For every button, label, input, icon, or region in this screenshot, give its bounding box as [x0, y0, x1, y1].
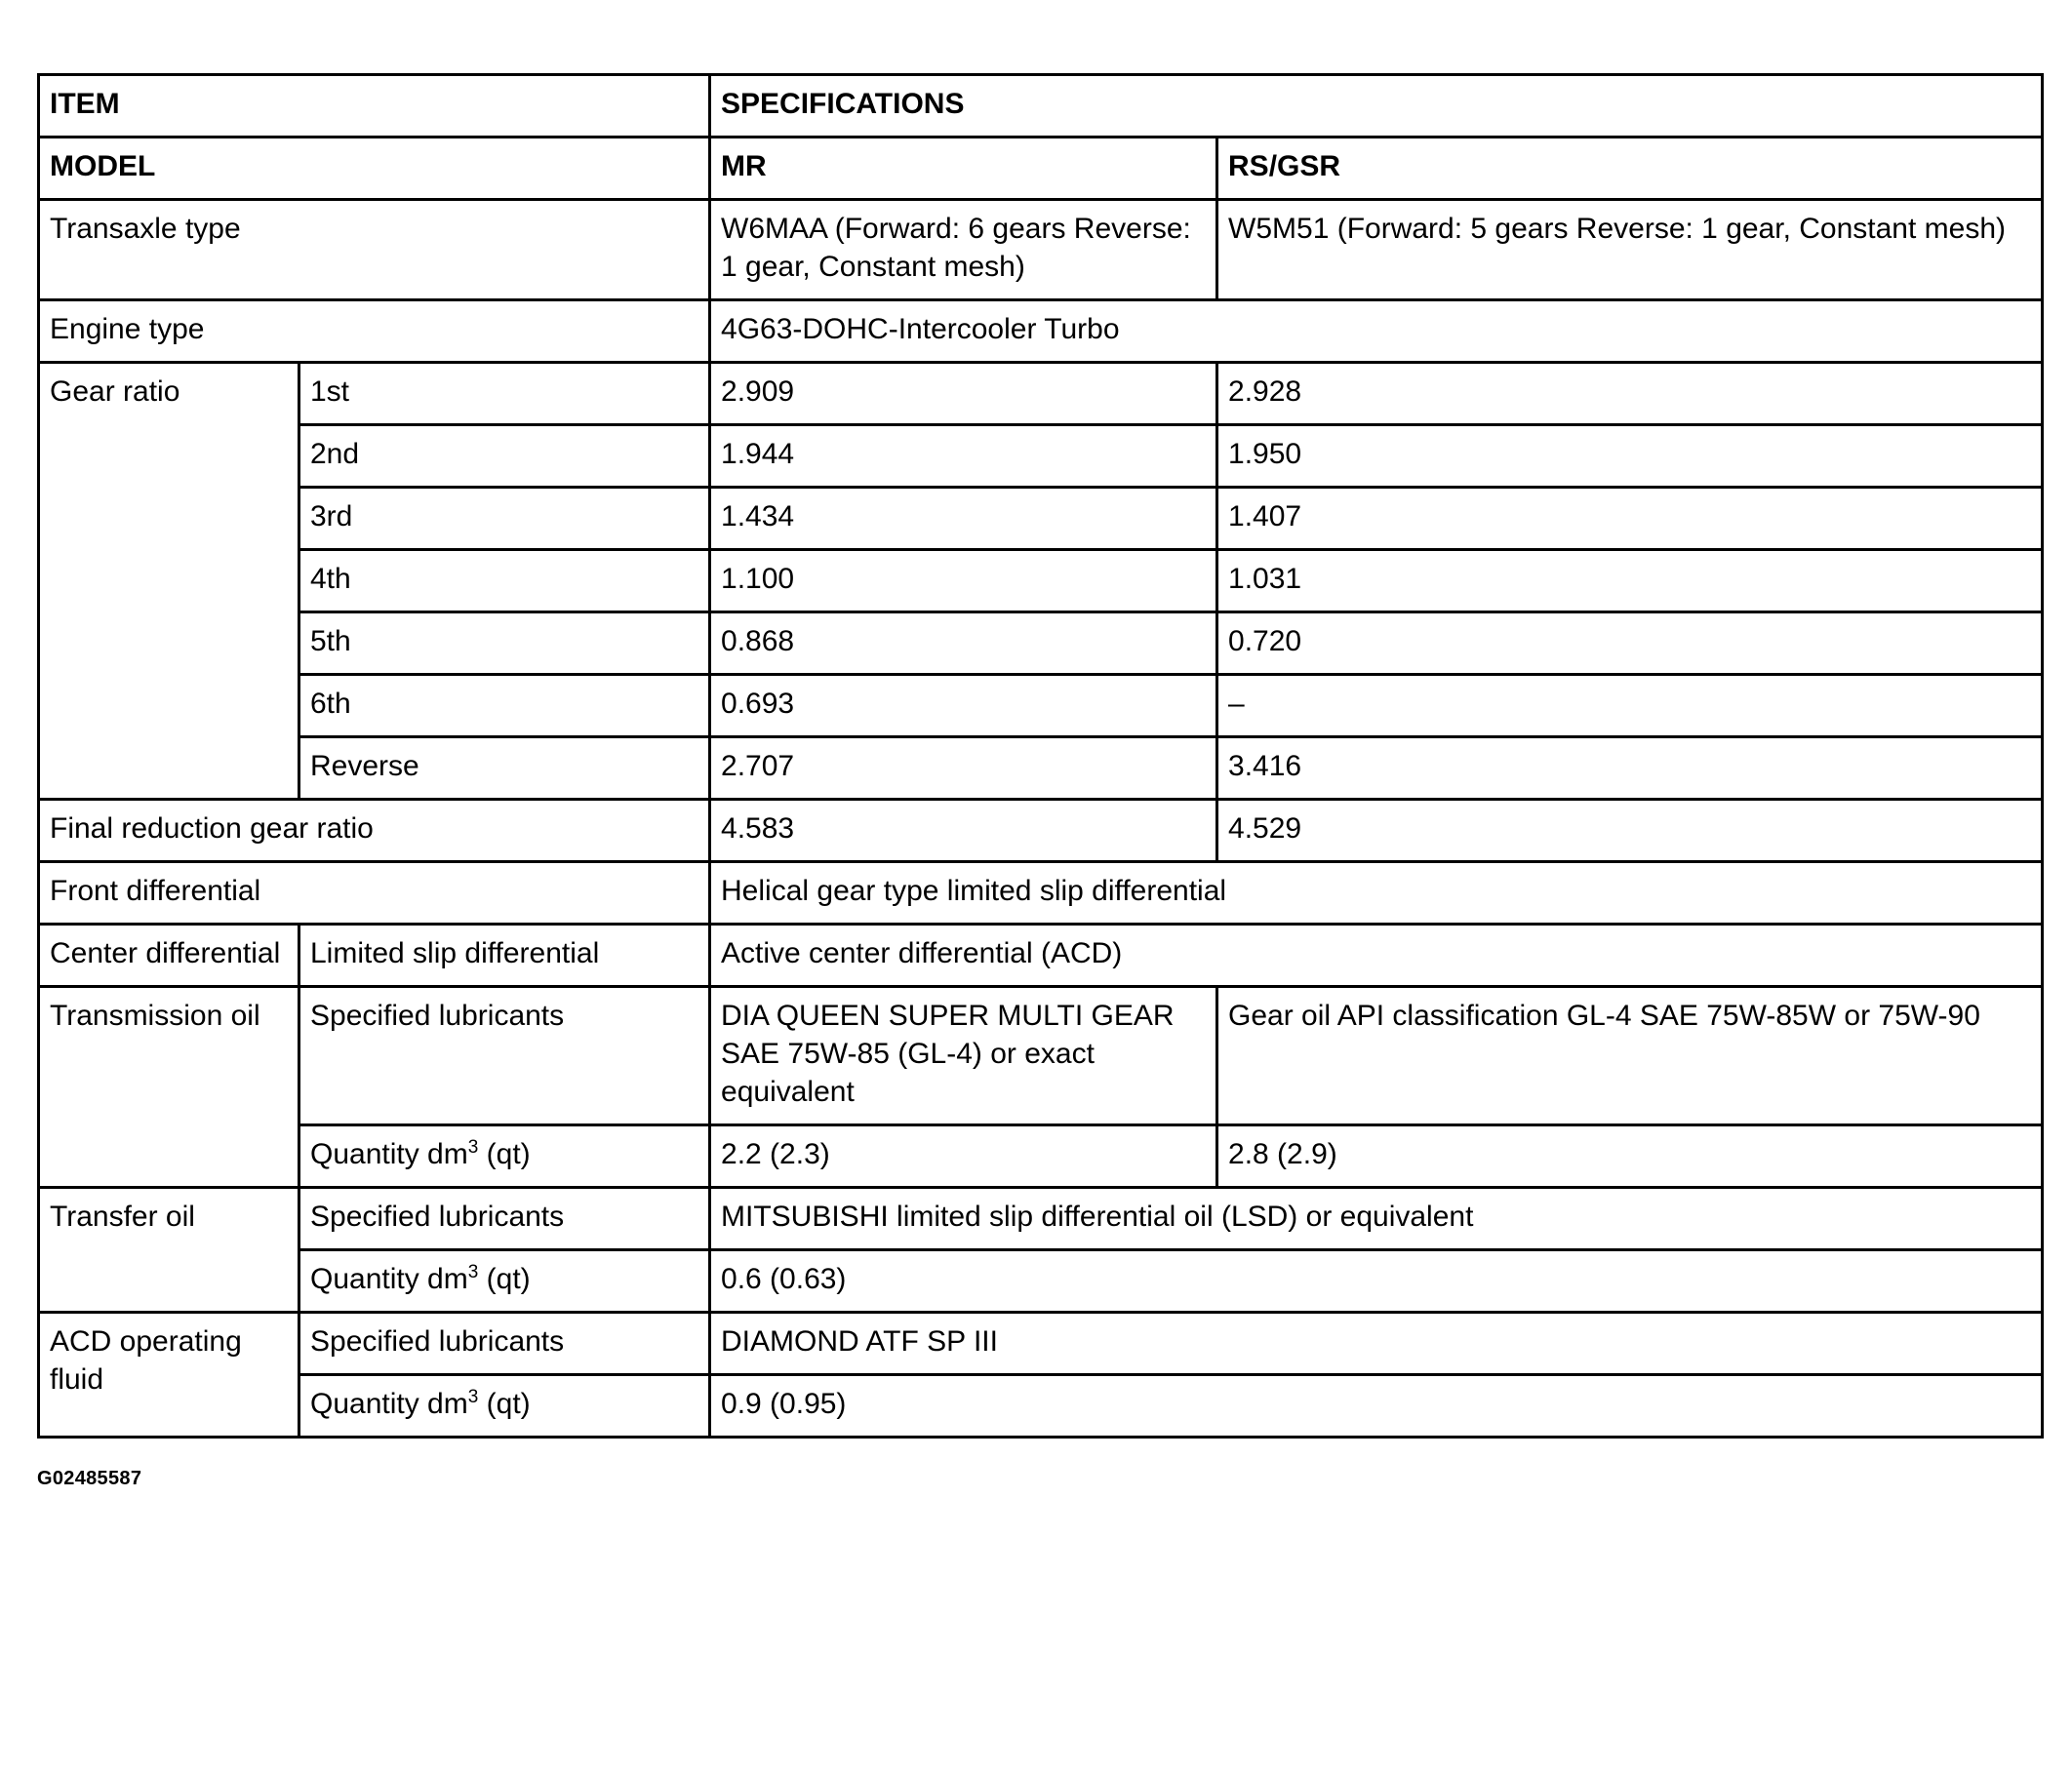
- header-specifications-cell: SPECIFICATIONS: [710, 75, 2043, 138]
- gear-2nd-mr-cell: 1.944: [710, 425, 1217, 488]
- transmission-oil-lubricants-label-cell: Specified lubricants: [299, 987, 710, 1125]
- gear-6th-label-cell: 6th: [299, 675, 710, 737]
- final-reduction-rs-cell: 4.529: [1217, 800, 2043, 862]
- acd-fluid-label-cell: ACD operating fluid: [39, 1313, 299, 1438]
- center-differential-value-cell: Active center differential (ACD): [710, 925, 2043, 987]
- gear-reverse-mr-cell: 2.707: [710, 737, 1217, 800]
- figure-id: G02485587: [37, 1468, 142, 1489]
- transfer-oil-lubricants-value-cell: MITSUBISHI limited slip differential oil (LSD) or equivalent: [710, 1188, 2043, 1250]
- gear-3rd-mr-cell: 1.434: [710, 488, 1217, 550]
- header-row: [39, 75, 2043, 138]
- acd-fluid-lubricants-value-cell: DIAMOND ATF SP III: [710, 1313, 2043, 1375]
- transmission-oil-lubricants-mr-cell: DIA QUEEN SUPER MULTI GEAR SAE 75W-85 (GL-4) or exact equivalent: [710, 987, 1217, 1125]
- acd-fluid-lubricants-label-cell: Specified lubricants: [299, 1313, 710, 1375]
- model-rs-gsr-cell: RS/GSR: [1217, 138, 2043, 200]
- gear-2nd-rs-cell: 1.950: [1217, 425, 2043, 488]
- transaxle-type-mr-cell: W6MAA (Forward: 6 gears Reverse: 1 gear, Constant mesh): [710, 200, 1217, 300]
- gear-3rd-rs-cell: 1.407: [1217, 488, 2043, 550]
- gear-ratio-row-6th: [39, 675, 2043, 737]
- gear-5th-mr-cell: 0.868: [710, 612, 1217, 675]
- quantity-label-unit: (qt): [478, 1388, 531, 1420]
- model-row: [39, 138, 2043, 200]
- transmission-oil-lubricants-rs-cell: Gear oil API classification GL-4 SAE 75W-85W or 75W-90: [1217, 987, 2043, 1125]
- center-differential-sub-label-cell: Limited slip differential: [299, 925, 710, 987]
- quantity-label-text: Quantity dm: [310, 1263, 468, 1295]
- gear-reverse-label-cell: Reverse: [299, 737, 710, 800]
- gear-6th-rs-cell: –: [1217, 675, 2043, 737]
- transmission-oil-quantity-row: [39, 1125, 2043, 1188]
- specifications-table: [37, 73, 2044, 1439]
- quantity-superscript: 3: [467, 1137, 479, 1158]
- transmission-oil-quantity-mr-cell: 2.2 (2.3): [710, 1125, 1217, 1188]
- gear-ratio-row-5th: [39, 612, 2043, 675]
- gear-1st-mr-cell: 2.909: [710, 363, 1217, 425]
- gear-3rd-label-cell: 3rd: [299, 488, 710, 550]
- transmission-oil-label-cell: Transmission oil: [39, 987, 299, 1188]
- gear-4th-mr-cell: 1.100: [710, 550, 1217, 612]
- quantity-label-text: Quantity dm: [310, 1388, 468, 1420]
- final-reduction-mr-cell: 4.583: [710, 800, 1217, 862]
- gear-4th-label-cell: 4th: [299, 550, 710, 612]
- quantity-label-text: Quantity dm: [310, 1138, 468, 1170]
- transfer-oil-quantity-row: [39, 1250, 2043, 1313]
- front-differential-label-cell: Front differential: [39, 862, 710, 925]
- quantity-label-unit: (qt): [478, 1138, 531, 1170]
- gear-ratio-row-4th: [39, 550, 2043, 612]
- quantity-label-unit: (qt): [478, 1263, 531, 1295]
- transmission-oil-quantity-rs-cell: 2.8 (2.9): [1217, 1125, 2043, 1188]
- header-item-cell: ITEM: [39, 75, 710, 138]
- model-mr-cell: MR: [710, 138, 1217, 200]
- gear-reverse-rs-cell: 3.416: [1217, 737, 2043, 800]
- gear-ratio-row-3rd: [39, 488, 2043, 550]
- gear-6th-mr-cell: 0.693: [710, 675, 1217, 737]
- acd-fluid-lubricants-row: [39, 1313, 2043, 1375]
- acd-fluid-quantity-value-cell: 0.9 (0.95): [710, 1375, 2043, 1438]
- front-differential-value-cell: Helical gear type limited slip differential: [710, 862, 2043, 925]
- transaxle-type-row: [39, 200, 2043, 300]
- gear-1st-rs-cell: 2.928: [1217, 363, 2043, 425]
- transmission-oil-lubricants-row: [39, 987, 2043, 1125]
- final-reduction-row: [39, 800, 2043, 862]
- transfer-oil-lubricants-label-cell: Specified lubricants: [299, 1188, 710, 1250]
- acd-fluid-quantity-label-cell: [299, 1375, 710, 1438]
- center-differential-row: [39, 925, 2043, 987]
- front-differential-row: [39, 862, 2043, 925]
- transfer-oil-label-cell: Transfer oil: [39, 1188, 299, 1313]
- transfer-oil-lubricants-row: [39, 1188, 2043, 1250]
- final-reduction-label-cell: Final reduction gear ratio: [39, 800, 710, 862]
- transfer-oil-quantity-label-cell: [299, 1250, 710, 1313]
- transaxle-type-label-cell: Transaxle type: [39, 200, 710, 300]
- engine-type-row: [39, 300, 2043, 363]
- model-label-cell: MODEL: [39, 138, 710, 200]
- engine-type-value-cell: 4G63-DOHC-Intercooler Turbo: [710, 300, 2043, 363]
- gear-5th-rs-cell: 0.720: [1217, 612, 2043, 675]
- quantity-superscript: 3: [467, 1262, 479, 1282]
- transfer-oil-quantity-value-cell: 0.6 (0.63): [710, 1250, 2043, 1313]
- transaxle-type-rs-cell: W5M51 (Forward: 5 gears Reverse: 1 gear, Constant mesh): [1217, 200, 2043, 300]
- gear-4th-rs-cell: 1.031: [1217, 550, 2043, 612]
- gear-ratio-row-reverse: [39, 737, 2043, 800]
- gear-ratio-row-2nd: [39, 425, 2043, 488]
- engine-type-label-cell: Engine type: [39, 300, 710, 363]
- gear-5th-label-cell: 5th: [299, 612, 710, 675]
- gear-ratio-row-1st: [39, 363, 2043, 425]
- gear-ratio-label-cell: Gear ratio: [39, 363, 299, 800]
- gear-2nd-label-cell: 2nd: [299, 425, 710, 488]
- acd-fluid-quantity-row: [39, 1375, 2043, 1438]
- center-differential-label-cell: Center differential: [39, 925, 299, 987]
- transmission-oil-quantity-label-cell: [299, 1125, 710, 1188]
- gear-1st-label-cell: 1st: [299, 363, 710, 425]
- quantity-superscript: 3: [467, 1387, 479, 1407]
